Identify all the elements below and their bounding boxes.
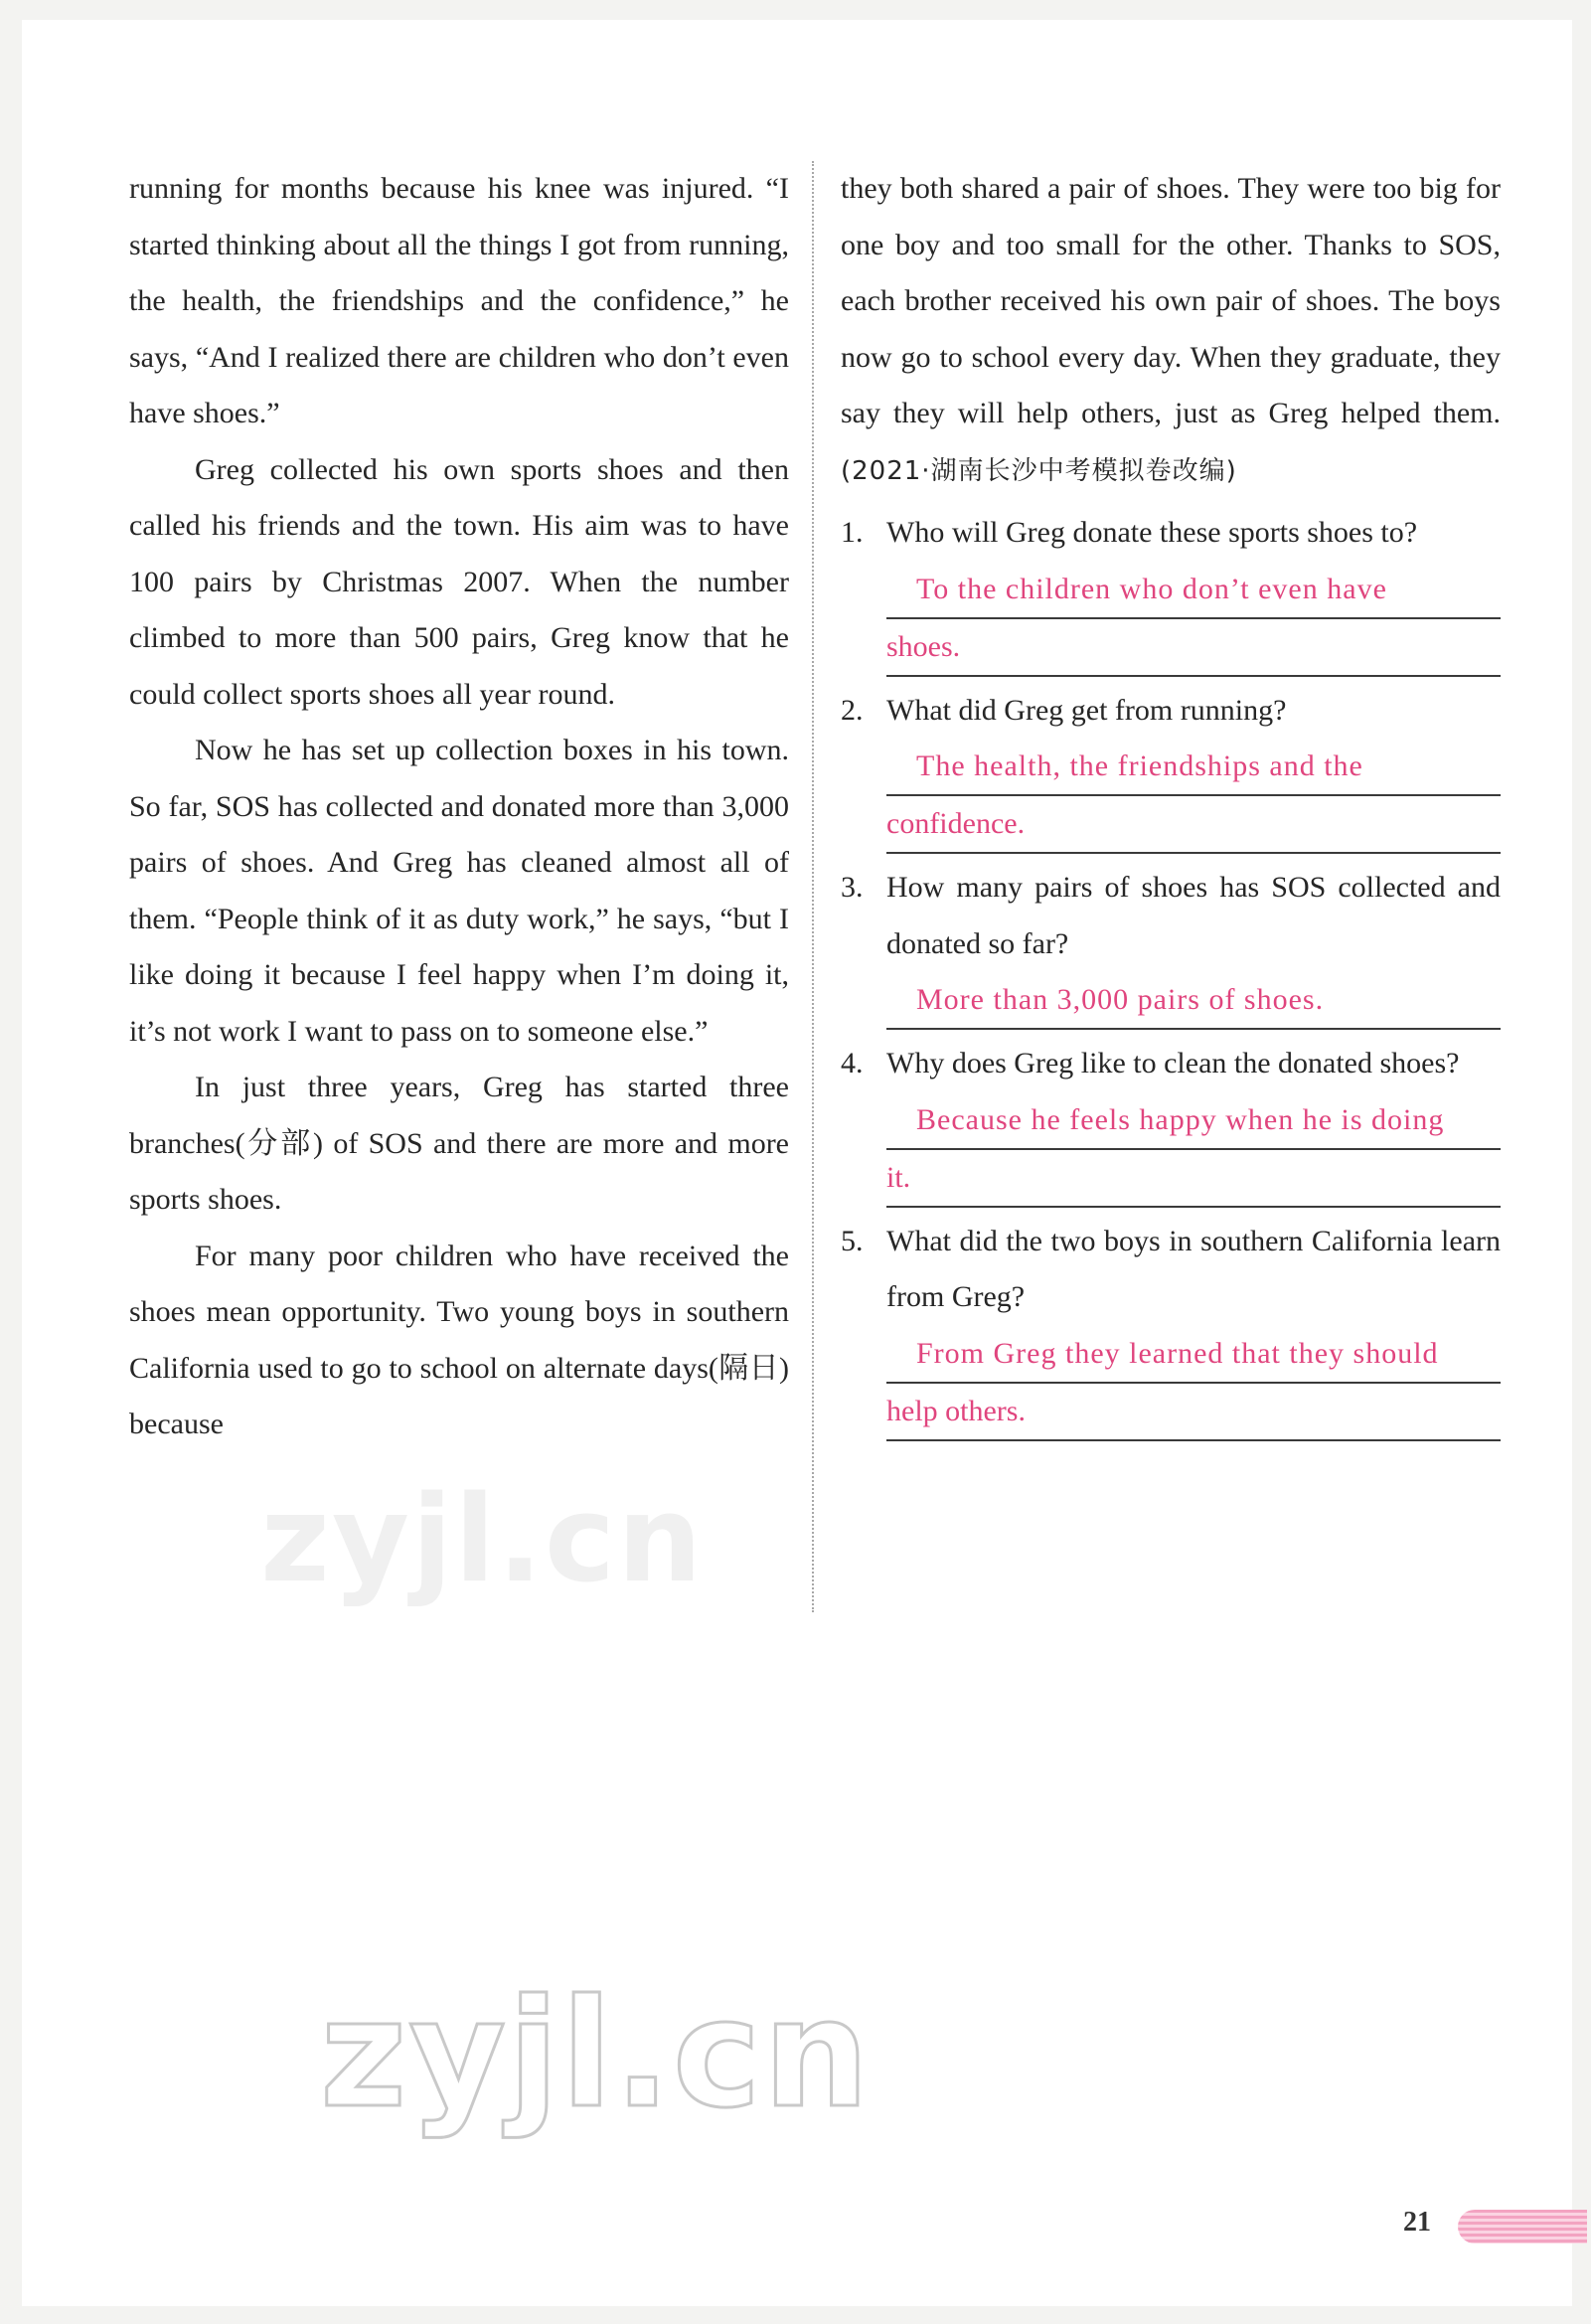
paragraph-2: Greg collected his own sports shoes and then called his friends and the town. His aim was to have 100 pairs by Christmas 2007. When the number climbed to more than 500 pairs, Greg know that he could collect sports shoes all year round. (129, 452, 789, 711)
watermark-logo: zyjl.cn (320, 1968, 872, 2141)
question-1 (841, 505, 1501, 677)
answer-area[interactable] (886, 1092, 1501, 1208)
column-divider (812, 161, 814, 1612)
answer-area[interactable] (886, 739, 1501, 854)
page-number: 21 (1403, 2207, 1431, 2238)
answer-line: confidence. (886, 796, 1501, 854)
answer-line: shoes. (886, 619, 1501, 677)
source-note: (2021·湖南长沙中考模拟卷改编) (841, 455, 1237, 486)
answer-line: The health, the friendships and the (886, 739, 1501, 796)
question-2 (841, 683, 1501, 855)
question-number: 5. (841, 1224, 864, 1257)
page-accent-bar (1458, 2210, 1587, 2243)
question-3 (841, 860, 1501, 1030)
question-5 (841, 1214, 1501, 1441)
answer-line: it. (886, 1150, 1501, 1208)
answer-area[interactable] (886, 972, 1501, 1030)
paragraph-3: Now he has set up collection boxes in his town. So far, SOS has collected and donated more than 3,000 pairs of shoes. And Greg has cleaned almost all of them. “People think of it as duty work,” he says, “but I like doing it because I feel happy when I’m doing it, it’s not work I want to pass on to someone else.” (129, 734, 789, 1048)
question-number: 2. (841, 693, 864, 727)
passage-end: they both shared a pair of shoes. They were too big for one boy and too small for the other. Thanks to SOS, each brother received his own pair of shoes. The boys now go to school every day. When they graduate, they say they will help others, just as Greg helped them.(2021·湖南长沙中考模拟卷改编) (841, 172, 1501, 486)
answer-line: To the children who don’t even have (886, 562, 1501, 619)
left-column (129, 161, 789, 1453)
paragraph-4: In just three years, Greg has started three branches(分部) of SOS and there are more and more sports shoes. (129, 1071, 789, 1216)
paragraph-1: running for months because his knee was injured. “I started thinking about all the things I got from running, the health, the friendships and the confidence,” he says, “And I realized there are children who don’t even have shoes.” (129, 172, 789, 429)
paragraph-5: For many poor children who have received the shoes mean opportunity. Two young boys in southern California used to go to school on alternate days(隔日) because (129, 1239, 789, 1440)
question-number: 4. (841, 1047, 864, 1079)
question-number: 1. (841, 516, 864, 549)
question-text: What did the two boys in southern California learn from Greg? (886, 1224, 1501, 1313)
answer-area[interactable] (886, 562, 1501, 677)
watermark-faint: zyjl.cn (260, 1471, 705, 1609)
question-text: What did Greg get from running? (886, 693, 1287, 727)
answer-line: help others. (886, 1384, 1501, 1441)
answer-area[interactable] (886, 1326, 1501, 1441)
answer-line: More than 3,000 pairs of shoes. (886, 972, 1501, 1030)
question-text: Why does Greg like to clean the donated shoes? (886, 1047, 1460, 1079)
textbook-page (22, 20, 1572, 2306)
question-4 (841, 1036, 1501, 1208)
answer-line: From Greg they learned that they should (886, 1326, 1501, 1384)
question-text: How many pairs of shoes has SOS collected and donated so far? (886, 871, 1501, 960)
answer-line: Because he feels happy when he is doing (886, 1092, 1501, 1150)
question-number: 3. (841, 871, 864, 904)
right-column (841, 161, 1501, 1441)
question-text: Who will Greg donate these sports shoes to? (886, 516, 1418, 549)
